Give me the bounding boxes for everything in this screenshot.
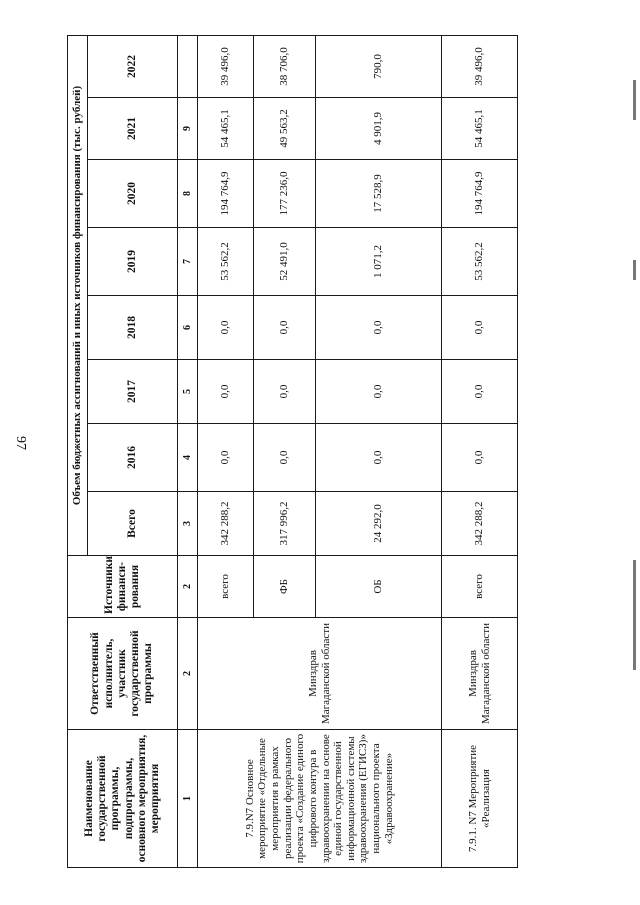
row-source: ОБ <box>316 556 442 618</box>
col-number: 2 <box>178 618 198 730</box>
col-number: 2 <box>178 556 198 618</box>
row-value: 52 491,0 <box>254 228 316 296</box>
header-year-2018: 2018 <box>88 296 178 360</box>
header-sources: Источники финанси-рования <box>68 556 178 618</box>
row-value: 0,0 <box>254 424 316 492</box>
col-number: 3 <box>178 492 198 556</box>
financing-table <box>67 35 518 868</box>
row-value: 53 562,2 <box>442 228 518 296</box>
row-value: 0,0 <box>442 424 518 492</box>
row-name: 7.9.1. N7 Мероприятие «Реализация <box>442 730 518 868</box>
page-number: 97 <box>13 436 28 450</box>
row-value: 177 236,0 <box>254 160 316 228</box>
table-row <box>442 35 518 867</box>
col-number: 6 <box>178 296 198 360</box>
rotated-table-wrapper <box>67 36 517 868</box>
col-number <box>178 35 198 97</box>
scan-artifact <box>633 260 636 280</box>
row-value: 0,0 <box>316 360 442 424</box>
row-value: 49 563,2 <box>254 98 316 160</box>
col-number: 7 <box>178 228 198 296</box>
row-value: 0,0 <box>316 296 442 360</box>
row-value: 0,0 <box>442 360 518 424</box>
col-number: 8 <box>178 160 198 228</box>
row-value: 0,0 <box>442 296 518 360</box>
row-value: 194 764,9 <box>442 160 518 228</box>
header-row-group <box>68 35 88 867</box>
row-value: 38 706,0 <box>254 35 316 97</box>
row-value: 194 764,9 <box>198 160 254 228</box>
col-number: 5 <box>178 360 198 424</box>
row-responsible: Минздрав Магаданской области <box>198 618 442 730</box>
header-name: Наименование государственной программы, подпрограммы, основного мероприятия, мероприятия <box>68 730 178 868</box>
row-value: 54 465,1 <box>198 98 254 160</box>
row-responsible: Минздрав Магаданской области <box>442 618 518 730</box>
row-value: 53 562,2 <box>198 228 254 296</box>
row-value: 790,0 <box>316 35 442 97</box>
scan-artifact <box>633 80 636 120</box>
row-source: всего <box>198 556 254 618</box>
row-value: 39 496,0 <box>442 35 518 97</box>
row-value: 54 465,1 <box>442 98 518 160</box>
header-year-2019: 2019 <box>88 228 178 296</box>
header-year-2021: 2021 <box>88 98 178 160</box>
row-value: 1 071,2 <box>316 228 442 296</box>
header-year-2016: 2016 <box>88 424 178 492</box>
header-financing-group: Объем бюджетных ассигнований и иных источников финансирования (тыс. рублей) <box>68 35 88 555</box>
header-responsible: Ответственный исполнитель, участник государственной программы <box>68 618 178 730</box>
row-value: 0,0 <box>254 296 316 360</box>
row-value: 0,0 <box>198 360 254 424</box>
table-row <box>198 35 254 867</box>
row-value: 17 528,9 <box>316 160 442 228</box>
row-total: 317 996,2 <box>254 492 316 556</box>
row-source: ФБ <box>254 556 316 618</box>
row-value: 4 901,9 <box>316 98 442 160</box>
row-total: 24 292,0 <box>316 492 442 556</box>
col-number: 1 <box>178 730 198 868</box>
row-source: всего <box>442 556 518 618</box>
row-total: 342 288,2 <box>442 492 518 556</box>
row-total: 342 288,2 <box>198 492 254 556</box>
row-value: 0,0 <box>254 360 316 424</box>
row-value: 0,0 <box>198 296 254 360</box>
column-number-row <box>178 35 198 867</box>
row-value: 0,0 <box>198 424 254 492</box>
header-total: Всего <box>88 492 178 556</box>
row-name: 7.9.N7 Основное мероприятие «Отдельные мероприятия в рамках реализации федерального проекта «Создание единого цифрового контура в здравоохранении на основе единой государственной информационной системы здравоохранения (ЕГИСЗ)» национального проекта «Здравоохранение» <box>198 730 442 868</box>
col-number: 9 <box>178 98 198 160</box>
col-number: 4 <box>178 424 198 492</box>
row-value: 0,0 <box>316 424 442 492</box>
header-year-2017: 2017 <box>88 360 178 424</box>
header-year-2022: 2022 <box>88 35 178 97</box>
row-value: 39 496,0 <box>198 35 254 97</box>
header-year-2020: 2020 <box>88 160 178 228</box>
scan-artifact <box>633 560 636 670</box>
